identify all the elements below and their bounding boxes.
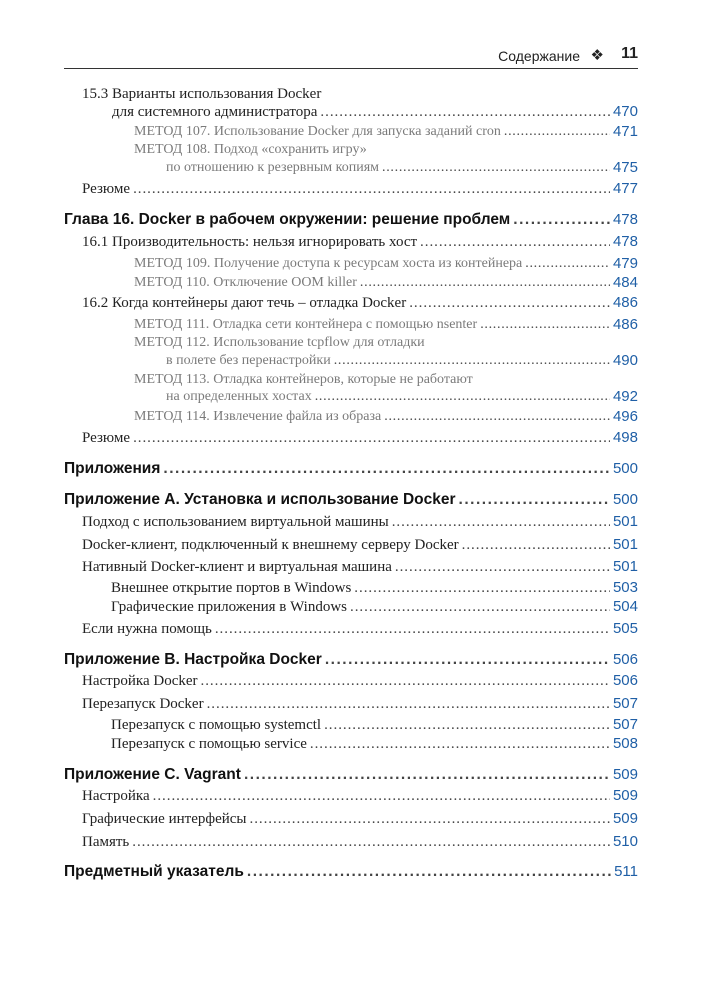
dot-leader (360, 273, 610, 293)
toc-entry-title: Настройка Docker (82, 673, 198, 689)
dot-leader (315, 387, 610, 407)
dot-leader (132, 832, 610, 852)
dot-leader (247, 862, 611, 882)
toc-chapter[interactable] (64, 490, 638, 510)
dot-leader (459, 490, 610, 510)
toc-entry[interactable] (82, 832, 638, 852)
dot-leader (133, 179, 610, 199)
toc-page-number[interactable]: 492 (612, 388, 638, 405)
toc-page-number[interactable]: 504 (612, 598, 638, 615)
dot-leader (420, 232, 610, 252)
dot-leader (310, 734, 610, 754)
toc-entry[interactable] (82, 809, 638, 829)
toc-page-number[interactable]: 500 (612, 460, 638, 477)
toc-entry-label: МЕТОД 112. Использование tcpflow для отладки (134, 335, 425, 350)
dot-leader (324, 715, 610, 735)
toc-entry[interactable] (134, 254, 638, 274)
toc-chapter[interactable] (64, 862, 638, 882)
toc-page-number[interactable]: 486 (612, 316, 638, 333)
dot-leader (153, 786, 610, 806)
toc-page-number[interactable]: 479 (612, 255, 638, 272)
toc-entry[interactable] (111, 715, 638, 735)
toc-entry-title: Настройка (82, 788, 150, 804)
toc-page-number[interactable]: 507 (612, 695, 638, 712)
dot-leader (462, 535, 610, 555)
toc-chapter[interactable] (64, 765, 638, 785)
toc-page-number[interactable]: 478 (612, 233, 638, 250)
toc-page-number[interactable]: 498 (612, 429, 638, 446)
toc-entry[interactable] (82, 512, 638, 532)
toc-entry[interactable] (112, 102, 638, 122)
dot-leader (382, 158, 610, 178)
toc-page-number[interactable]: 509 (612, 787, 638, 804)
toc-page-number[interactable]: 503 (612, 579, 638, 596)
dot-leader (354, 578, 610, 598)
toc-page-number[interactable]: 506 (612, 672, 638, 689)
toc-entry-title: Внешнее открытие портов в Windows (111, 580, 352, 596)
toc-page-number[interactable]: 500 (612, 491, 638, 508)
toc-entry[interactable] (82, 557, 638, 577)
toc-entry-title: Подход с использованием виртуальной машины (82, 514, 389, 530)
dot-leader (409, 293, 610, 313)
toc-entry[interactable] (82, 535, 638, 555)
dot-leader (334, 351, 610, 371)
toc-entry[interactable] (134, 407, 638, 427)
toc-entry[interactable] (111, 597, 638, 617)
toc-entry-title: Резюме (82, 181, 131, 197)
toc-entry-title: МЕТОД 109. Получение доступа к ресурсам хоста из контейнера (134, 256, 523, 271)
toc-entry-label: МЕТОД 113. Отладка контейнеров, которые не работают (134, 372, 473, 387)
toc-page-number[interactable]: 484 (612, 274, 638, 291)
dot-leader (395, 557, 610, 577)
toc-chapter-title: Приложения (64, 460, 161, 477)
toc-entry-title: в полете без перенастройки (166, 353, 331, 368)
toc-entry-title: для системного администратора (112, 104, 318, 120)
dot-leader (392, 512, 610, 532)
toc-entry[interactable] (82, 694, 638, 714)
dot-leader (350, 597, 610, 617)
toc-entry[interactable] (82, 619, 638, 639)
dot-leader (525, 254, 610, 274)
dot-leader (320, 102, 610, 122)
toc-entry-title: МЕТОД 114. Извлечение файла из образа (134, 409, 382, 424)
toc-chapter-title: Приложение B. Настройка Docker (64, 651, 322, 668)
toc-page-number[interactable]: 501 (612, 558, 638, 575)
toc-page-number[interactable]: 501 (612, 536, 638, 553)
ornament-icon: ❖ (590, 47, 604, 64)
toc-page-number[interactable]: 477 (612, 180, 638, 197)
dot-leader (133, 428, 610, 448)
header-title: Содержание (498, 48, 580, 64)
toc-entry[interactable] (82, 786, 638, 806)
dot-leader (384, 407, 610, 427)
dot-leader (215, 619, 610, 639)
toc-page-number[interactable]: 511 (614, 863, 638, 880)
toc-page-number[interactable]: 475 (612, 159, 638, 176)
toc-entry-title: Графические интерфейсы (82, 811, 247, 827)
toc-entry-title: Если нужна помощь (82, 621, 212, 637)
toc-entry[interactable] (166, 351, 638, 371)
toc-entry-label: МЕТОД 108. Подход «сохранить игру» (134, 142, 367, 157)
dot-leader (163, 459, 610, 479)
toc-page-number[interactable]: 478 (612, 211, 638, 228)
toc-page-number[interactable]: 486 (612, 294, 638, 311)
toc-entry-title: Нативный Docker-клиент и виртуальная машина (82, 559, 392, 575)
toc-chapter[interactable] (64, 650, 638, 670)
dot-leader (201, 671, 610, 691)
toc-entry-title: МЕТОД 107. Использование Docker для запуска заданий cron (134, 124, 501, 139)
toc-entry-title: Резюме (82, 430, 131, 446)
toc-entry[interactable] (82, 428, 638, 448)
toc-entry[interactable] (166, 158, 638, 178)
toc-page-number[interactable]: 506 (612, 651, 638, 668)
toc-page-number[interactable]: 509 (612, 766, 638, 783)
toc-page-number[interactable]: 507 (612, 716, 638, 733)
dot-leader (244, 765, 610, 785)
toc-page-number[interactable]: 490 (612, 352, 638, 369)
dot-leader (480, 315, 610, 335)
toc-entry[interactable] (82, 293, 638, 313)
toc-entry[interactable] (82, 671, 638, 691)
toc-entry-title: МЕТОД 111. Отладка сети контейнера с помощью nsenter (134, 317, 478, 332)
toc-entry-title: Память (82, 834, 130, 850)
toc-entry[interactable] (111, 734, 638, 754)
toc-chapter-title: Приложение A. Установка и использование Docker (64, 491, 456, 508)
toc-chapter-title: Глава 16. Docker в рабочем окружении: решение проблем (64, 211, 511, 228)
toc-entry-title: 16.1 Производительность: нельзя игнорировать хост (82, 234, 418, 250)
toc-entry-title: Перезапуск Docker (82, 696, 204, 712)
toc-entry[interactable] (82, 232, 638, 252)
toc-entry-title: МЕТОД 110. Отключение OOM killer (134, 275, 357, 290)
toc-entry-title: Docker-клиент, подключенный к внешнему серверу Docker (82, 537, 459, 553)
toc-chapter-title: Предметный указатель (64, 863, 244, 880)
dot-leader (207, 694, 610, 714)
toc-chapter[interactable] (64, 210, 638, 230)
toc-page-number[interactable]: 501 (612, 513, 638, 530)
toc-entry[interactable] (134, 315, 638, 335)
toc-entry-title: Перезапуск с помощью systemctl (111, 717, 322, 733)
toc-page-number[interactable]: 496 (612, 408, 638, 425)
toc-chapter[interactable] (64, 459, 638, 479)
toc-entry-title: Перезапуск с помощью service (111, 736, 307, 752)
toc-entry[interactable] (82, 179, 638, 199)
toc-entry-title: Графические приложения в Windows (111, 599, 348, 615)
toc-entry[interactable] (166, 387, 638, 407)
toc-chapter-title: Приложение C. Vagrant (64, 766, 241, 783)
dot-leader (513, 210, 610, 230)
toc-entry-title: по отношению к резервным копиям (166, 160, 380, 175)
dot-leader (325, 650, 610, 670)
toc-entry[interactable] (134, 273, 638, 293)
toc-page-number[interactable]: 508 (612, 735, 638, 752)
toc-entry[interactable] (134, 122, 638, 142)
dot-leader (250, 809, 610, 829)
toc-entry-title: на определенных хостах (166, 389, 312, 404)
toc-entry-title: 16.2 Когда контейнеры дают течь – отладка Docker (82, 295, 407, 311)
toc-page-number[interactable]: 509 (612, 810, 638, 827)
toc-page-number[interactable]: 505 (612, 620, 638, 637)
toc-page-number[interactable]: 510 (612, 833, 638, 850)
toc-entry[interactable] (111, 578, 638, 598)
toc-entry-label: 15.3 Варианты использования Docker (82, 86, 322, 102)
toc-page-number[interactable]: 471 (612, 123, 638, 140)
toc-page-number[interactable]: 470 (612, 103, 638, 120)
page-number: 11 (621, 45, 638, 62)
dot-leader (504, 122, 610, 142)
